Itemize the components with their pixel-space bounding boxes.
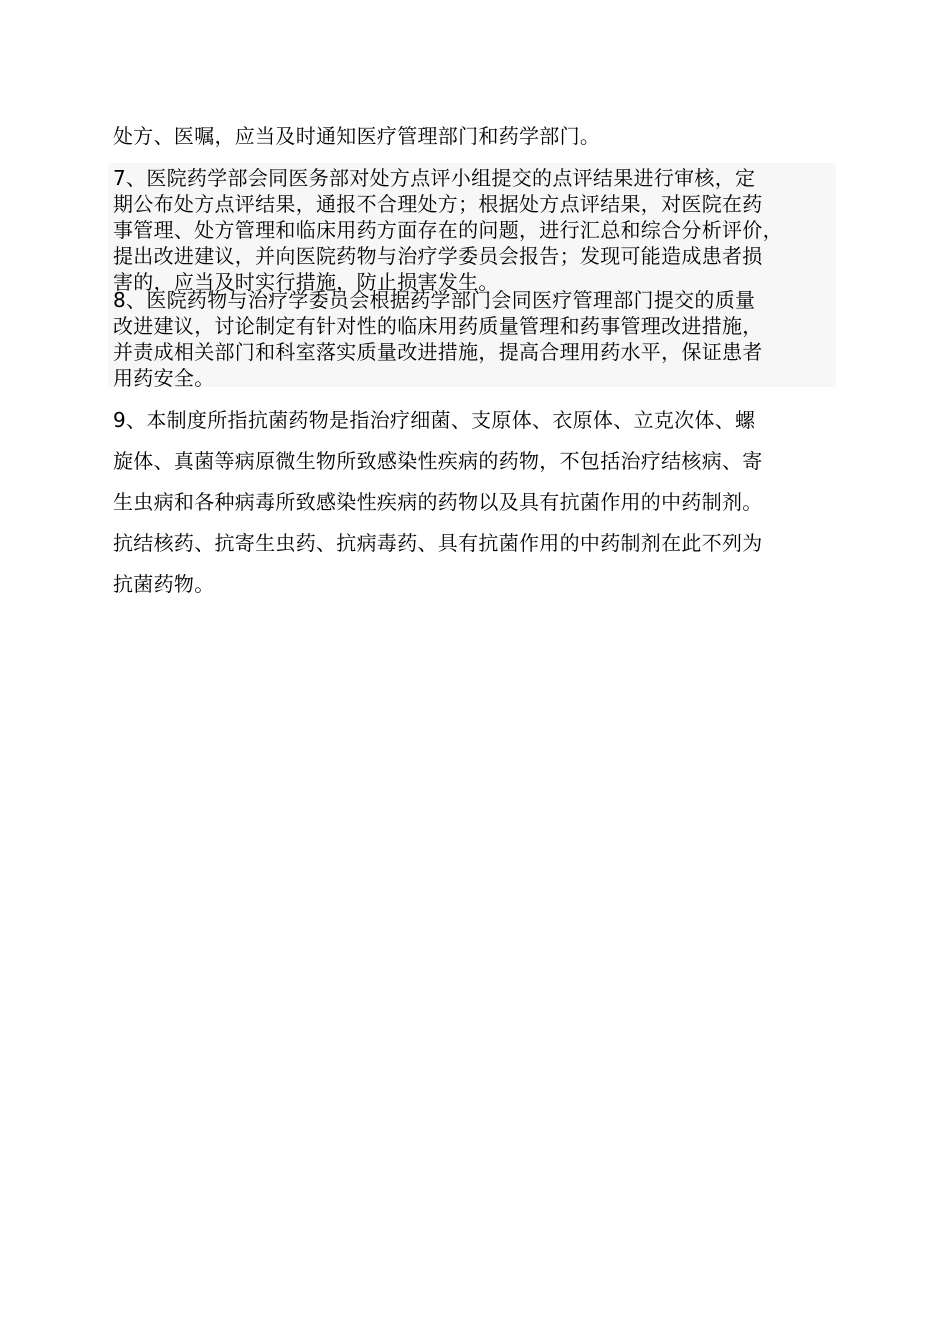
text-line: 期公布处方点评结果，通报不合理处方；根据处方点评结果，对医院在药 xyxy=(113,192,763,216)
text-line: 旋体、真菌等病原微生物所致感染性疾病的药物，不包括治疗结核病、寄 xyxy=(113,449,763,473)
paragraph-intro xyxy=(113,120,835,152)
text-line: 9、本制度所指抗菌药物是指治疗细菌、支原体、衣原体、立克次体、螺 xyxy=(113,408,756,432)
text-line: 改进建议，讨论制定有针对性的临床用药质量管理和药事管理改进措施， xyxy=(113,314,763,338)
text-line: 8、医院药物与治疗学委员会根据药学部门会同医疗管理部门提交的质量 xyxy=(113,288,756,312)
paragraph-item-7 xyxy=(113,165,835,295)
text-line: 抗结核药、抗寄生虫药、抗病毒药、具有抗菌作用的中药制剂在此不列为 xyxy=(113,531,763,555)
text-line: 用药安全。 xyxy=(113,366,215,390)
paragraph-item-8 xyxy=(113,287,835,391)
text-line: 并责成相关部门和科室落实质量改进措施，提高合理用药水平，保证患者 xyxy=(113,340,763,364)
text-line: 处方、医嘱，应当及时通知医疗管理部门和药学部门。 xyxy=(113,124,601,148)
paragraph-item-9 xyxy=(113,400,835,605)
text-line: 事管理、处方管理和临床用药方面存在的问题，进行汇总和综合分析评价， xyxy=(113,218,783,242)
text-line: 生虫病和各种病毒所致感染性疾病的药物以及具有抗菌作用的中药制剂。 xyxy=(113,490,763,514)
text-line: 害的，应当及时实行措施，防止损害发生。 xyxy=(113,270,499,294)
text-line: 抗菌药物。 xyxy=(113,572,215,596)
text-line: 7、医院药学部会同医务部对处方点评小组提交的点评结果进行审核，定 xyxy=(113,166,756,190)
text-line: 提出改进建议，并向医院药物与治疗学委员会报告；发现可能造成患者损 xyxy=(113,244,763,268)
